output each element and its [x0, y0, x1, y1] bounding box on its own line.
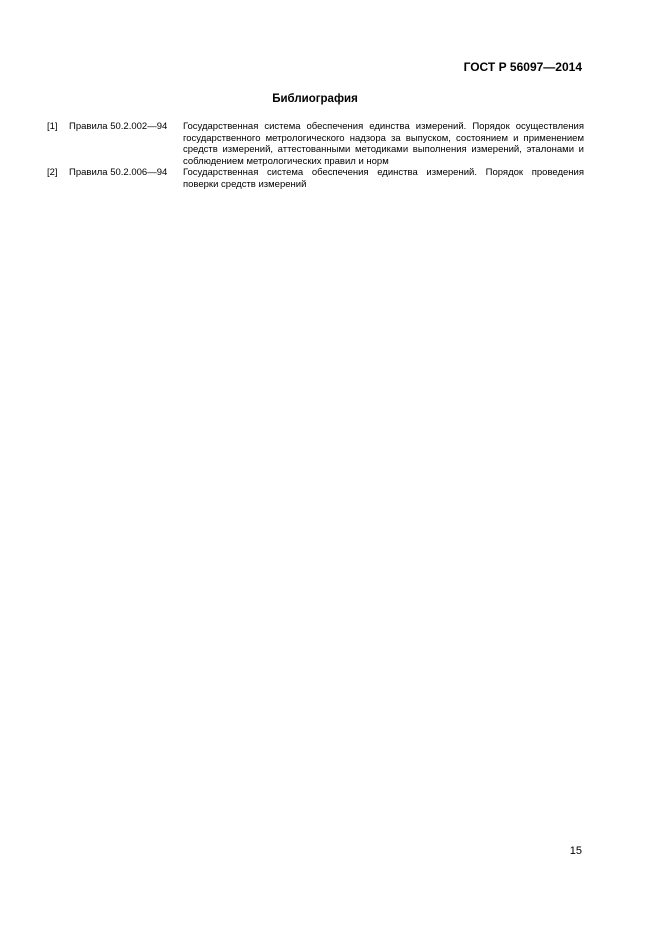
bibliography-list	[47, 121, 584, 191]
entry-reference: Правила 50.2.006—94	[69, 167, 168, 179]
entry-number: [1]	[47, 121, 58, 132]
entry-reference: Правила 50.2.002—94	[69, 121, 168, 132]
standard-number: ГОСТ Р 56097—2014	[463, 60, 582, 74]
entry-text: Государственная система обеспечения единства измерений. Порядок проведения поверки средств измерений	[183, 167, 584, 190]
bibliography-entry	[47, 121, 584, 167]
section-title: Библиография	[272, 93, 358, 105]
entry-text: Государственная система обеспечения единства измерений. Порядок осуществления государственного метрологического надзора за выпуском, состоянием и применением средств измерений, аттестованными методиками выполнения измерений, эталонами и соблюдением метрологических правил и норм	[183, 121, 584, 167]
bibliography-entry	[47, 167, 584, 190]
entry-number: [2]	[47, 167, 58, 179]
page-number: 15	[569, 845, 582, 857]
